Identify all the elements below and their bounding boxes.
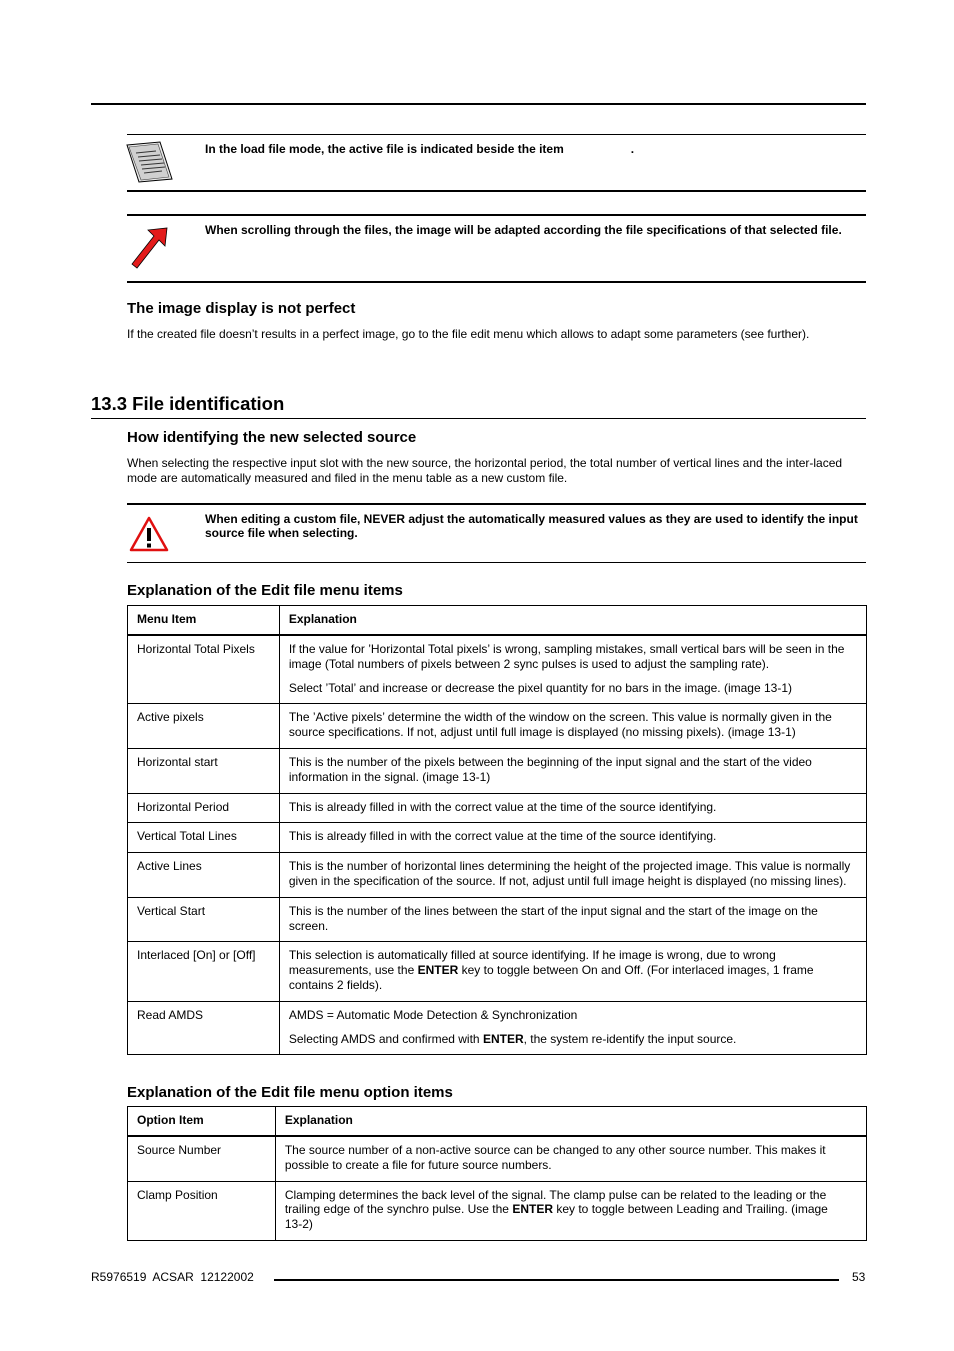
- row-item: Clamp Position: [128, 1181, 276, 1240]
- table-row: [128, 942, 867, 1001]
- row-item: Source Number: [128, 1136, 276, 1181]
- table-row: [128, 635, 867, 704]
- col-header-explanation: Explanation: [275, 1107, 866, 1137]
- enter-key-label: ENTER: [417, 963, 459, 978]
- explanation-text-a: Selecting AMDS and confirmed with: [288, 1031, 480, 1046]
- chapter-rule: [91, 418, 866, 419]
- note-bottom-rule: [127, 190, 866, 192]
- table-row: [128, 748, 867, 793]
- explanation-text-b: key to toggle between Leading and Trailing. (image 13-2): [284, 1202, 828, 1232]
- explanation-text: This is the number of the pixels between the beginning of the input signal and the start of the video information in the signal. (image 13-1): [288, 754, 812, 784]
- heading-menu-items: Explanation of the Edit file menu items: [127, 582, 403, 599]
- note-scrolling: When scrolling through the files, the image will be adapted according the file specifications of that selected file.: [205, 223, 842, 237]
- red-arrow-icon: [129, 226, 171, 270]
- footer-rule: [274, 1279, 839, 1281]
- explanation-text: [285, 1188, 836, 1232]
- explanation-text: This is already filled in with the correct value at the time of the source identifying.: [288, 799, 717, 814]
- note-load-file-end: .: [630, 142, 635, 156]
- warning-bottom-rule: [127, 562, 866, 563]
- note-load-file: [205, 142, 634, 156]
- warning-icon: [129, 516, 169, 552]
- explanation-text: This is already filled in with the correct value at the time of the source identifying.: [288, 829, 717, 844]
- option-items-table: [127, 1106, 867, 1241]
- table-row: [128, 1181, 867, 1240]
- explanation-text: [289, 1032, 857, 1047]
- row-item: Active pixels: [128, 704, 280, 749]
- footer-doc-id: R5976519 ACSAR 12122002: [91, 1270, 254, 1284]
- row-item: Horizontal Total Pixels: [128, 635, 280, 704]
- explanation-text: [289, 948, 836, 992]
- explanation-text-a: Clamping determines the back level of the signal. The clamp pulse can be related to the leading or the trailing edge of the synchro pulse. Use the: [284, 1187, 827, 1217]
- row-item: Vertical Total Lines: [128, 823, 280, 853]
- explanation-text: This is the number of the lines between the start of the input signal and the start of the image on the screen.: [288, 903, 818, 933]
- table-row: [128, 897, 867, 942]
- tip-bottom-rule: [127, 281, 866, 283]
- enter-key-label: ENTER: [482, 1031, 524, 1046]
- row-explanation: [279, 635, 866, 704]
- enter-key-label: ENTER: [512, 1202, 553, 1217]
- row-explanation: [279, 1001, 866, 1055]
- row-explanation: [279, 942, 866, 1001]
- text-image-not-perfect: If the created file doesn’t results in a perfect image, go to the file edit menu which allows to adapt some parameters (see further).: [127, 327, 810, 341]
- table-row: [128, 823, 867, 853]
- explanation-text: The source number of a non-active source can be changed to any other source number. This makes it possible to create a file for future source numbers.: [284, 1143, 826, 1172]
- table-header-row: [128, 606, 867, 636]
- row-item: Horizontal start: [128, 748, 280, 793]
- table-row: [128, 853, 867, 898]
- row-explanation: [279, 823, 866, 853]
- row-item: Interlaced [On] or [Off]: [128, 942, 280, 1001]
- row-explanation: [275, 1181, 866, 1240]
- menu-items-table: [127, 605, 867, 1055]
- explanation-text: The ’Active pixels’ determine the width of the window on the screen. This value is normally given in the source specifications. If not, adjust until full image is displayed (no missing pixels). (image 13-1): [288, 710, 832, 740]
- note-top-rule: [127, 134, 866, 135]
- table-row: [128, 1136, 867, 1181]
- page-number: 53: [852, 1270, 866, 1284]
- row-item: Horizontal Period: [128, 793, 280, 823]
- heading-identify: How identifying the new selected source: [127, 429, 417, 446]
- heading-image-not-perfect: The image display is not perfect: [127, 300, 356, 317]
- heading-option-items: Explanation of the Edit file menu option items: [127, 1084, 453, 1101]
- table-header-row: [128, 1107, 867, 1137]
- row-explanation: [279, 793, 866, 823]
- explanation-text-a: This selection is automatically filled at source identifying. If he image is wrong, due to wrong measurements, use the: [288, 948, 776, 978]
- header-rule: [91, 103, 866, 105]
- warning-top-rule: [127, 503, 866, 505]
- row-item: Active Lines: [128, 853, 280, 898]
- note-load-file-text: In the load file mode, the active file is indicated beside the item: [205, 142, 564, 156]
- table-row: [128, 793, 867, 823]
- chapter-title: 13.3 File identification: [91, 393, 285, 414]
- text-identify: When selecting the respective input slot with the new source, the horizontal period, the total number of vertical lines and the inter-laced mode are automatically measured and filed in the menu table as a new custom file.: [127, 456, 843, 485]
- row-explanation: [279, 897, 866, 942]
- explanation-text: If the value for ’Horizontal Total pixels’ is wrong, sampling mistakes, small vertical bars will be seen in the image (Total numbers of pixels between 2 sync pulses is used to adjust the sampling rate).: [288, 642, 845, 671]
- row-explanation: [275, 1136, 866, 1181]
- col-header-explanation: Explanation: [279, 606, 866, 636]
- table-row: [128, 704, 867, 749]
- tip-top-rule: [127, 214, 866, 216]
- table-row: [128, 1001, 867, 1055]
- explanation-text: Select ’Total’ and increase or decrease the pixel quantity for no bars in the image. (image 13-1): [288, 680, 793, 695]
- col-header-menu-item: Menu Item: [128, 606, 280, 636]
- col-header-option-item: Option Item: [128, 1107, 276, 1137]
- row-explanation: [279, 748, 866, 793]
- note-icon: [126, 141, 174, 183]
- explanation-text: AMDS = Automatic Mode Detection & Synchronization: [288, 1007, 578, 1022]
- row-item: Vertical Start: [128, 897, 280, 942]
- explanation-text-b: , the system re-identify the input source.: [523, 1031, 737, 1046]
- explanation-text: This is the number of horizontal lines determining the height of the projected image. This value is normally given in the specification of the source. If not, adjust until full image height is displayed (no missing lines).: [288, 859, 851, 888]
- explanation-text-b: key to toggle between On and Off. (For interlaced images, 1 frame contains 2 fields).: [288, 963, 814, 992]
- row-explanation: [279, 853, 866, 898]
- note-warning: When editing a custom file, NEVER adjust the automatically measured values as they are used to identify the input source file when selecting.: [205, 512, 858, 540]
- row-explanation: [279, 704, 866, 749]
- row-item: Read AMDS: [128, 1001, 280, 1055]
